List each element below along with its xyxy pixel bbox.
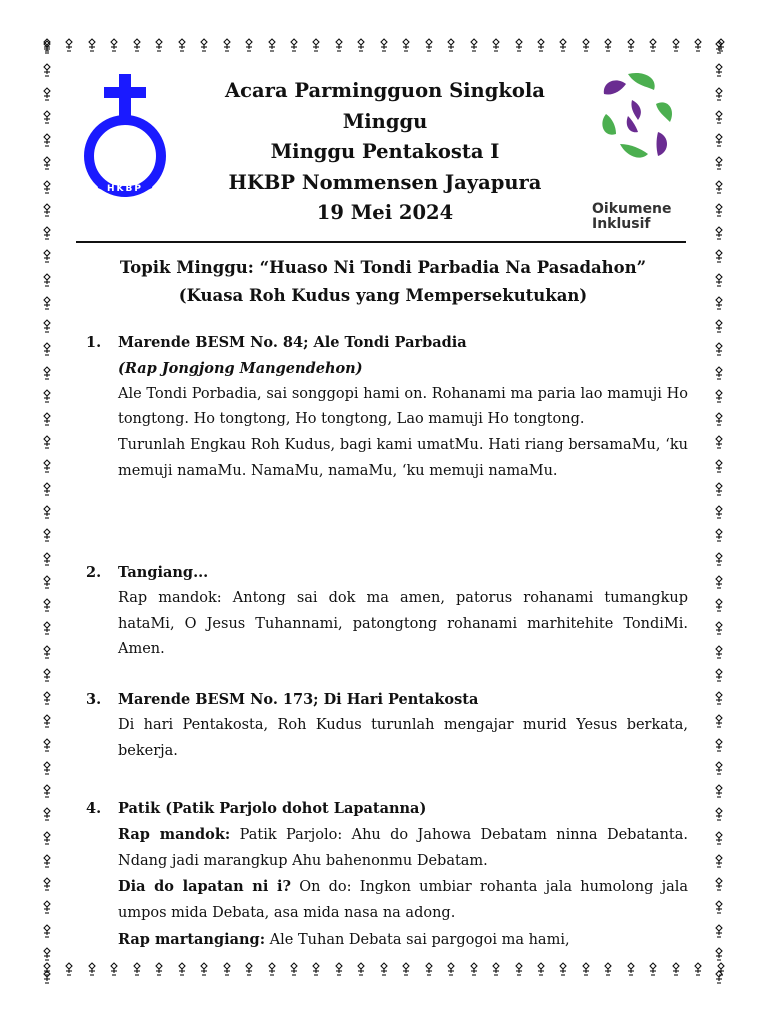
border-ornament-icon	[354, 962, 368, 976]
border-ornament-icon	[712, 226, 726, 240]
border-ornament-icon	[712, 505, 726, 519]
list-item	[80, 560, 688, 663]
border-ornament-icon	[712, 552, 726, 566]
border-ornament-icon	[40, 575, 54, 589]
border-ornament-icon	[712, 854, 726, 868]
border-ornament-icon	[40, 110, 54, 124]
border-ornament-icon	[220, 962, 234, 976]
border-ornament-icon	[444, 38, 458, 52]
border-ornament-icon	[712, 342, 726, 356]
item-number: 1.	[86, 334, 102, 351]
border-ornament-icon	[152, 38, 166, 52]
oikumene-line2: Inklusif	[592, 216, 651, 232]
border-ornament-icon	[712, 319, 726, 333]
header-divider	[76, 241, 686, 243]
item-title: Marende BESM No. 173; Di Hari Pentakosta	[118, 691, 479, 708]
border-ornament-icon	[467, 962, 481, 976]
border-ornament-icon	[242, 38, 256, 52]
border-ornament-icon	[332, 38, 346, 52]
item-title: Tangiang...	[118, 564, 209, 581]
border-ornament-icon	[712, 249, 726, 263]
border-ornament-icon	[287, 38, 301, 52]
border-ornament-icon	[40, 296, 54, 310]
border-ornament-icon	[40, 87, 54, 101]
border-ornament-icon	[40, 319, 54, 333]
border-ornament-icon	[40, 63, 54, 77]
border-ornament-icon	[40, 807, 54, 821]
item-text: Patik Parjolo: Ahu do Jahowa Debatam ninna Debatanta. Ndang jadi marangkup Ahu bahenonmu Debatam.	[118, 826, 688, 869]
border-ornament-icon	[40, 528, 54, 542]
border-ornament-icon	[422, 38, 436, 52]
border-ornament-icon	[669, 962, 683, 976]
border-ornament-icon	[399, 962, 413, 976]
border-ornament-icon	[197, 962, 211, 976]
border-ornament-icon	[354, 38, 368, 52]
border-ornament-icon	[40, 273, 54, 287]
document-header	[180, 76, 590, 229]
border-ornament-icon	[377, 38, 391, 52]
border-ornament-icon	[512, 38, 526, 52]
border-ornament-icon	[712, 203, 726, 217]
border-ornament-icon	[265, 38, 279, 52]
border-ornament-icon	[107, 962, 121, 976]
border-ornament-icon	[712, 691, 726, 705]
border-ornament-icon	[712, 714, 726, 728]
border-ornament-icon	[399, 38, 413, 52]
border-ornament-icon	[40, 621, 54, 635]
border-ornament-icon	[712, 738, 726, 752]
item-paragraph: Turunlah Engkau Roh Kudus, bagi kami umatMu. Hati riang bersamaMu, ‘ku memuji namaMu. NamaMu, namaMu, ‘ku memuji namaMu.	[118, 437, 688, 479]
border-ornament-icon	[40, 691, 54, 705]
border-ornament-icon	[40, 877, 54, 891]
border-ornament-icon	[40, 714, 54, 728]
border-ornament-icon	[712, 831, 726, 845]
header-line-1: Acara Parmingguon Singkola	[225, 79, 545, 102]
border-ornament-icon	[40, 459, 54, 473]
hkbp-logo-text: HKBP	[107, 184, 143, 194]
border-ornament-icon	[712, 87, 726, 101]
item-paragraph	[118, 927, 688, 954]
border-ornament-icon	[512, 962, 526, 976]
border-ornament-icon	[175, 962, 189, 976]
border-ornament-icon	[467, 38, 481, 52]
border-ornament-icon	[40, 133, 54, 147]
border-ornament-icon	[712, 784, 726, 798]
border-ornament-icon	[40, 784, 54, 798]
border-ornament-icon	[579, 962, 593, 976]
border-ornament-icon	[712, 970, 726, 984]
border-ornament-icon	[40, 156, 54, 170]
border-ornament-icon	[85, 38, 99, 52]
border-ornament-icon	[40, 505, 54, 519]
border-ornament-icon	[646, 38, 660, 52]
item-paragraph	[118, 874, 688, 927]
border-ornament-icon	[130, 962, 144, 976]
border-ornament-icon	[712, 761, 726, 775]
border-ornament-icon	[130, 38, 144, 52]
border-ornament-icon	[40, 668, 54, 682]
border-ornament-icon	[40, 552, 54, 566]
border-ornament-icon	[40, 947, 54, 961]
border-ornament-icon	[444, 962, 458, 976]
border-ornament-icon	[40, 598, 54, 612]
border-ornament-icon	[534, 962, 548, 976]
border-ornament-icon	[712, 575, 726, 589]
border-ornament-icon	[712, 412, 726, 426]
item-text: On do: Ingkon umbiar rohanta jala humolong jala umpos mida Debata, asa mida nasa na adong.	[118, 879, 688, 922]
border-ornament-icon	[601, 38, 615, 52]
item-label: Rap mandok:	[118, 825, 231, 843]
item-paragraph: Di hari Pentakosta, Roh Kudus turunlah mengajar murid Yesus berkata, bekerja.	[118, 716, 688, 759]
border-ornament-icon	[712, 180, 726, 194]
border-ornament-icon	[712, 668, 726, 682]
item-title: Patik (Patik Parjolo dohot Lapatanna)	[118, 800, 427, 817]
oikumene-line1: Oikumene	[592, 201, 672, 217]
item-paragraph: Ale Tondi Porbadia, sai songgopi hami on. Rohanami ma paria lao mamuji Ho tongtong. Ho tongtong, Ho tongtong, Lao mamuji Ho tongtong.	[118, 385, 688, 428]
border-ornament-icon	[712, 133, 726, 147]
border-ornament-icon	[107, 38, 121, 52]
border-ornament-icon	[40, 435, 54, 449]
border-ornament-icon	[646, 962, 660, 976]
border-ornament-icon	[712, 296, 726, 310]
item-title: Marende BESM No. 84; Ale Tondi Parbadia	[118, 334, 467, 351]
border-ornament-icon	[579, 38, 593, 52]
border-ornament-icon	[669, 38, 683, 52]
border-ornament-icon	[40, 738, 54, 752]
border-ornament-icon	[287, 962, 301, 976]
border-ornament-icon	[40, 226, 54, 240]
border-right-ornaments	[712, 40, 734, 984]
border-ornament-icon	[40, 854, 54, 868]
border-ornament-icon	[40, 366, 54, 380]
border-ornament-icon	[712, 877, 726, 891]
border-ornament-icon	[85, 962, 99, 976]
border-ornament-icon	[40, 645, 54, 659]
border-ornament-icon	[40, 203, 54, 217]
border-ornament-icon	[40, 249, 54, 263]
border-ornament-icon	[712, 63, 726, 77]
border-ornament-icon	[422, 962, 436, 976]
border-ornament-icon	[712, 947, 726, 961]
border-ornament-icon	[691, 38, 705, 52]
header-line-2: Minggu	[342, 109, 428, 133]
border-ornament-icon	[489, 962, 503, 976]
border-ornament-icon	[601, 962, 615, 976]
border-ornament-icon	[332, 962, 346, 976]
list-item	[80, 687, 688, 764]
border-ornament-icon	[712, 621, 726, 635]
border-ornament-icon	[175, 38, 189, 52]
border-ornament-icon	[712, 645, 726, 659]
border-ornament-icon	[40, 761, 54, 775]
border-ornament-icon	[712, 459, 726, 473]
border-ornament-icon	[40, 482, 54, 496]
border-ornament-icon	[489, 38, 503, 52]
topic-block	[76, 254, 690, 310]
border-ornament-icon	[712, 807, 726, 821]
border-ornament-icon	[556, 38, 570, 52]
border-ornament-icon	[712, 273, 726, 287]
item-label: Dia do lapatan ni i?	[118, 878, 291, 896]
border-ornament-icon	[712, 528, 726, 542]
item-number: 4.	[86, 800, 102, 817]
border-ornament-icon	[40, 924, 54, 938]
border-ornament-icon	[712, 156, 726, 170]
border-ornament-icon	[712, 110, 726, 124]
border-ornament-icon	[40, 342, 54, 356]
item-subtitle: (Rap Jongjong Mangendehon)	[118, 359, 363, 377]
border-ornament-icon	[624, 38, 638, 52]
border-ornament-icon	[40, 970, 54, 984]
oikumene-logo-icon	[598, 70, 676, 166]
border-ornament-icon	[712, 924, 726, 938]
border-ornament-icon	[309, 962, 323, 976]
border-ornament-icon	[152, 962, 166, 976]
border-ornament-icon	[712, 598, 726, 612]
border-ornament-icon	[624, 962, 638, 976]
border-ornament-icon	[556, 962, 570, 976]
topic-line-2: (Kuasa Roh Kudus yang Mempersekutukan)	[178, 286, 588, 305]
border-ornament-icon	[712, 900, 726, 914]
border-ornament-icon	[40, 831, 54, 845]
list-item	[80, 796, 688, 954]
border-ornament-icon	[242, 962, 256, 976]
border-ornament-icon	[712, 389, 726, 403]
border-ornament-icon	[309, 38, 323, 52]
border-ornament-icon	[712, 435, 726, 449]
border-ornament-icon	[40, 900, 54, 914]
border-ornament-icon	[62, 962, 76, 976]
item-number: 2.	[86, 564, 102, 581]
border-ornament-icon	[377, 962, 391, 976]
border-ornament-icon	[712, 40, 726, 54]
border-ornament-icon	[220, 38, 234, 52]
header-line-4: HKBP Nommensen Jayapura	[228, 170, 542, 194]
border-ornament-icon	[691, 962, 705, 976]
item-label: Rap martangiang:	[118, 930, 266, 948]
border-left-ornaments	[40, 40, 62, 984]
border-ornament-icon	[62, 38, 76, 52]
item-text: Ale Tuhan Debata sai pargogoi ma hami,	[265, 931, 570, 948]
border-top-ornaments	[40, 38, 728, 60]
border-ornament-icon	[712, 366, 726, 380]
oikumene-logo-text	[592, 202, 688, 232]
border-bottom-ornaments	[40, 962, 728, 984]
topic-line-1: Topik Minggu: “Huaso Ni Tondi Parbadia Na Pasadahon”	[119, 258, 647, 277]
border-ornament-icon	[265, 962, 279, 976]
header-line-3: Minggu Pentakosta I	[270, 140, 500, 163]
border-ornament-icon	[40, 40, 54, 54]
border-ornament-icon	[197, 38, 211, 52]
border-ornament-icon	[534, 38, 548, 52]
item-number: 3.	[86, 691, 102, 708]
list-item	[80, 330, 688, 485]
border-ornament-icon	[40, 180, 54, 194]
item-paragraph	[118, 822, 688, 875]
border-ornament-icon	[40, 389, 54, 403]
hkbp-logo	[80, 74, 170, 202]
border-ornament-icon	[40, 412, 54, 426]
border-ornament-icon	[712, 482, 726, 496]
header-date: 19 Mei 2024	[316, 201, 454, 224]
item-paragraph: Rap mandok: Antong sai dok ma amen, patorus rohanami tumangkup hataMi, O Jesus Tuhannami, patongtong rohanami marhitehite TondiMi. Amen.	[118, 589, 688, 658]
